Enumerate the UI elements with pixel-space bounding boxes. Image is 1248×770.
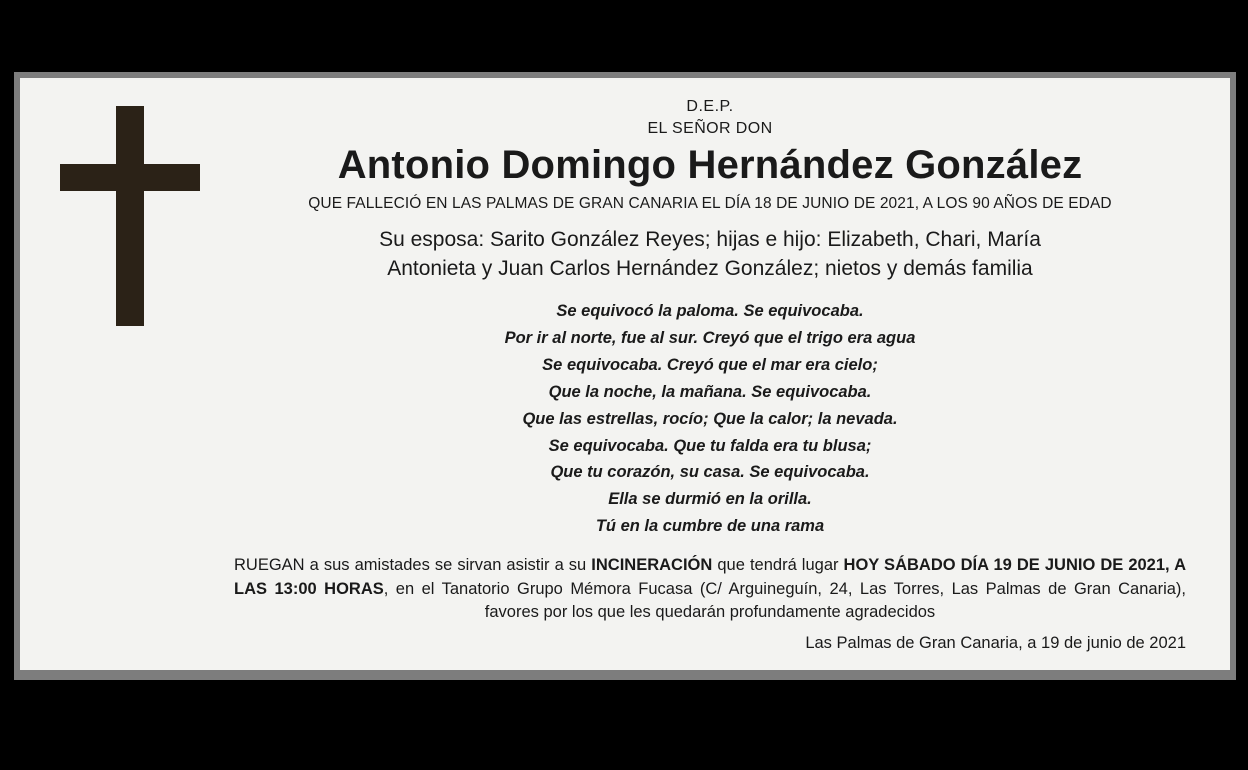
family-line-1: Su esposa: Sarito González Reyes; hijas e hijo: Elizabeth, Chari, María — [379, 228, 1041, 252]
poem-line: Se equivocaba. Creyó que el mar era cielo; — [542, 355, 878, 374]
obituary-frame — [14, 72, 1236, 680]
dep-label: D.E.P. — [686, 98, 734, 115]
poem-line: Ella se durmió en la orilla. — [608, 490, 812, 509]
request-cremation-emphasis: INCINERACIÓN — [591, 556, 713, 575]
poem-line: Tú en la cumbre de una rama — [595, 517, 825, 536]
death-details-line: QUE FALLECIÓ EN LAS PALMAS DE GRAN CANARIA EL DÍA 18 DE JUNIO DE 2021, A LOS 90 AÑOS DE EDAD — [308, 194, 1112, 212]
poem-line: Que tu corazón, su casa. Se equivocaba. — [550, 463, 870, 482]
poem-line: Se equivocó la paloma. Se equivocaba. — [556, 302, 864, 321]
cross-icon — [60, 106, 200, 326]
request-suffix: , en el Tanatorio Grupo Mémora Fucasa (C/ Arguineguín, 24, Las Torres, Las Palmas de Gran Canaria), favores por los que les quedarán profundamente agradecidos — [383, 579, 1186, 621]
poem-line: Por ir al norte, fue al sur. Creyó que el trigo era agua — [504, 328, 916, 347]
poem-block — [230, 298, 1190, 540]
ceremony-request-paragraph — [234, 554, 1186, 624]
request-middle: que tendrá lugar — [712, 556, 844, 575]
request-prefix: RUEGAN a sus amistades se sirvan asistir a su — [234, 556, 592, 575]
place-and-date: Las Palmas de Gran Canaria, a 19 de junio de 2021 — [805, 634, 1186, 653]
poem-line: Que las estrellas, rocío; Que la calor; la nevada. — [522, 409, 898, 428]
obituary-card — [20, 78, 1230, 670]
obituary-text-column — [230, 96, 1190, 653]
request-datetime-emphasis: HOY SÁBADO DÍA 19 DE JUNIO DE 2021, A LAS 13:00 HORAS — [234, 556, 1186, 598]
family-block — [236, 226, 1184, 284]
salutation-label: EL SEÑOR DON — [647, 119, 773, 137]
deceased-name: Antonio Domingo Hernández González — [337, 143, 1083, 188]
family-line-2: Antonieta y Juan Carlos Hernández González; nietos y demás familia — [387, 257, 1033, 281]
poem-line: Que la noche, la mañana. Se equivocaba. — [548, 382, 872, 401]
poem-line: Se equivocaba. Que tu falda era tu blusa; — [548, 436, 872, 455]
cross-horizontal-bar — [60, 164, 200, 191]
cross-vertical-bar — [116, 106, 144, 326]
